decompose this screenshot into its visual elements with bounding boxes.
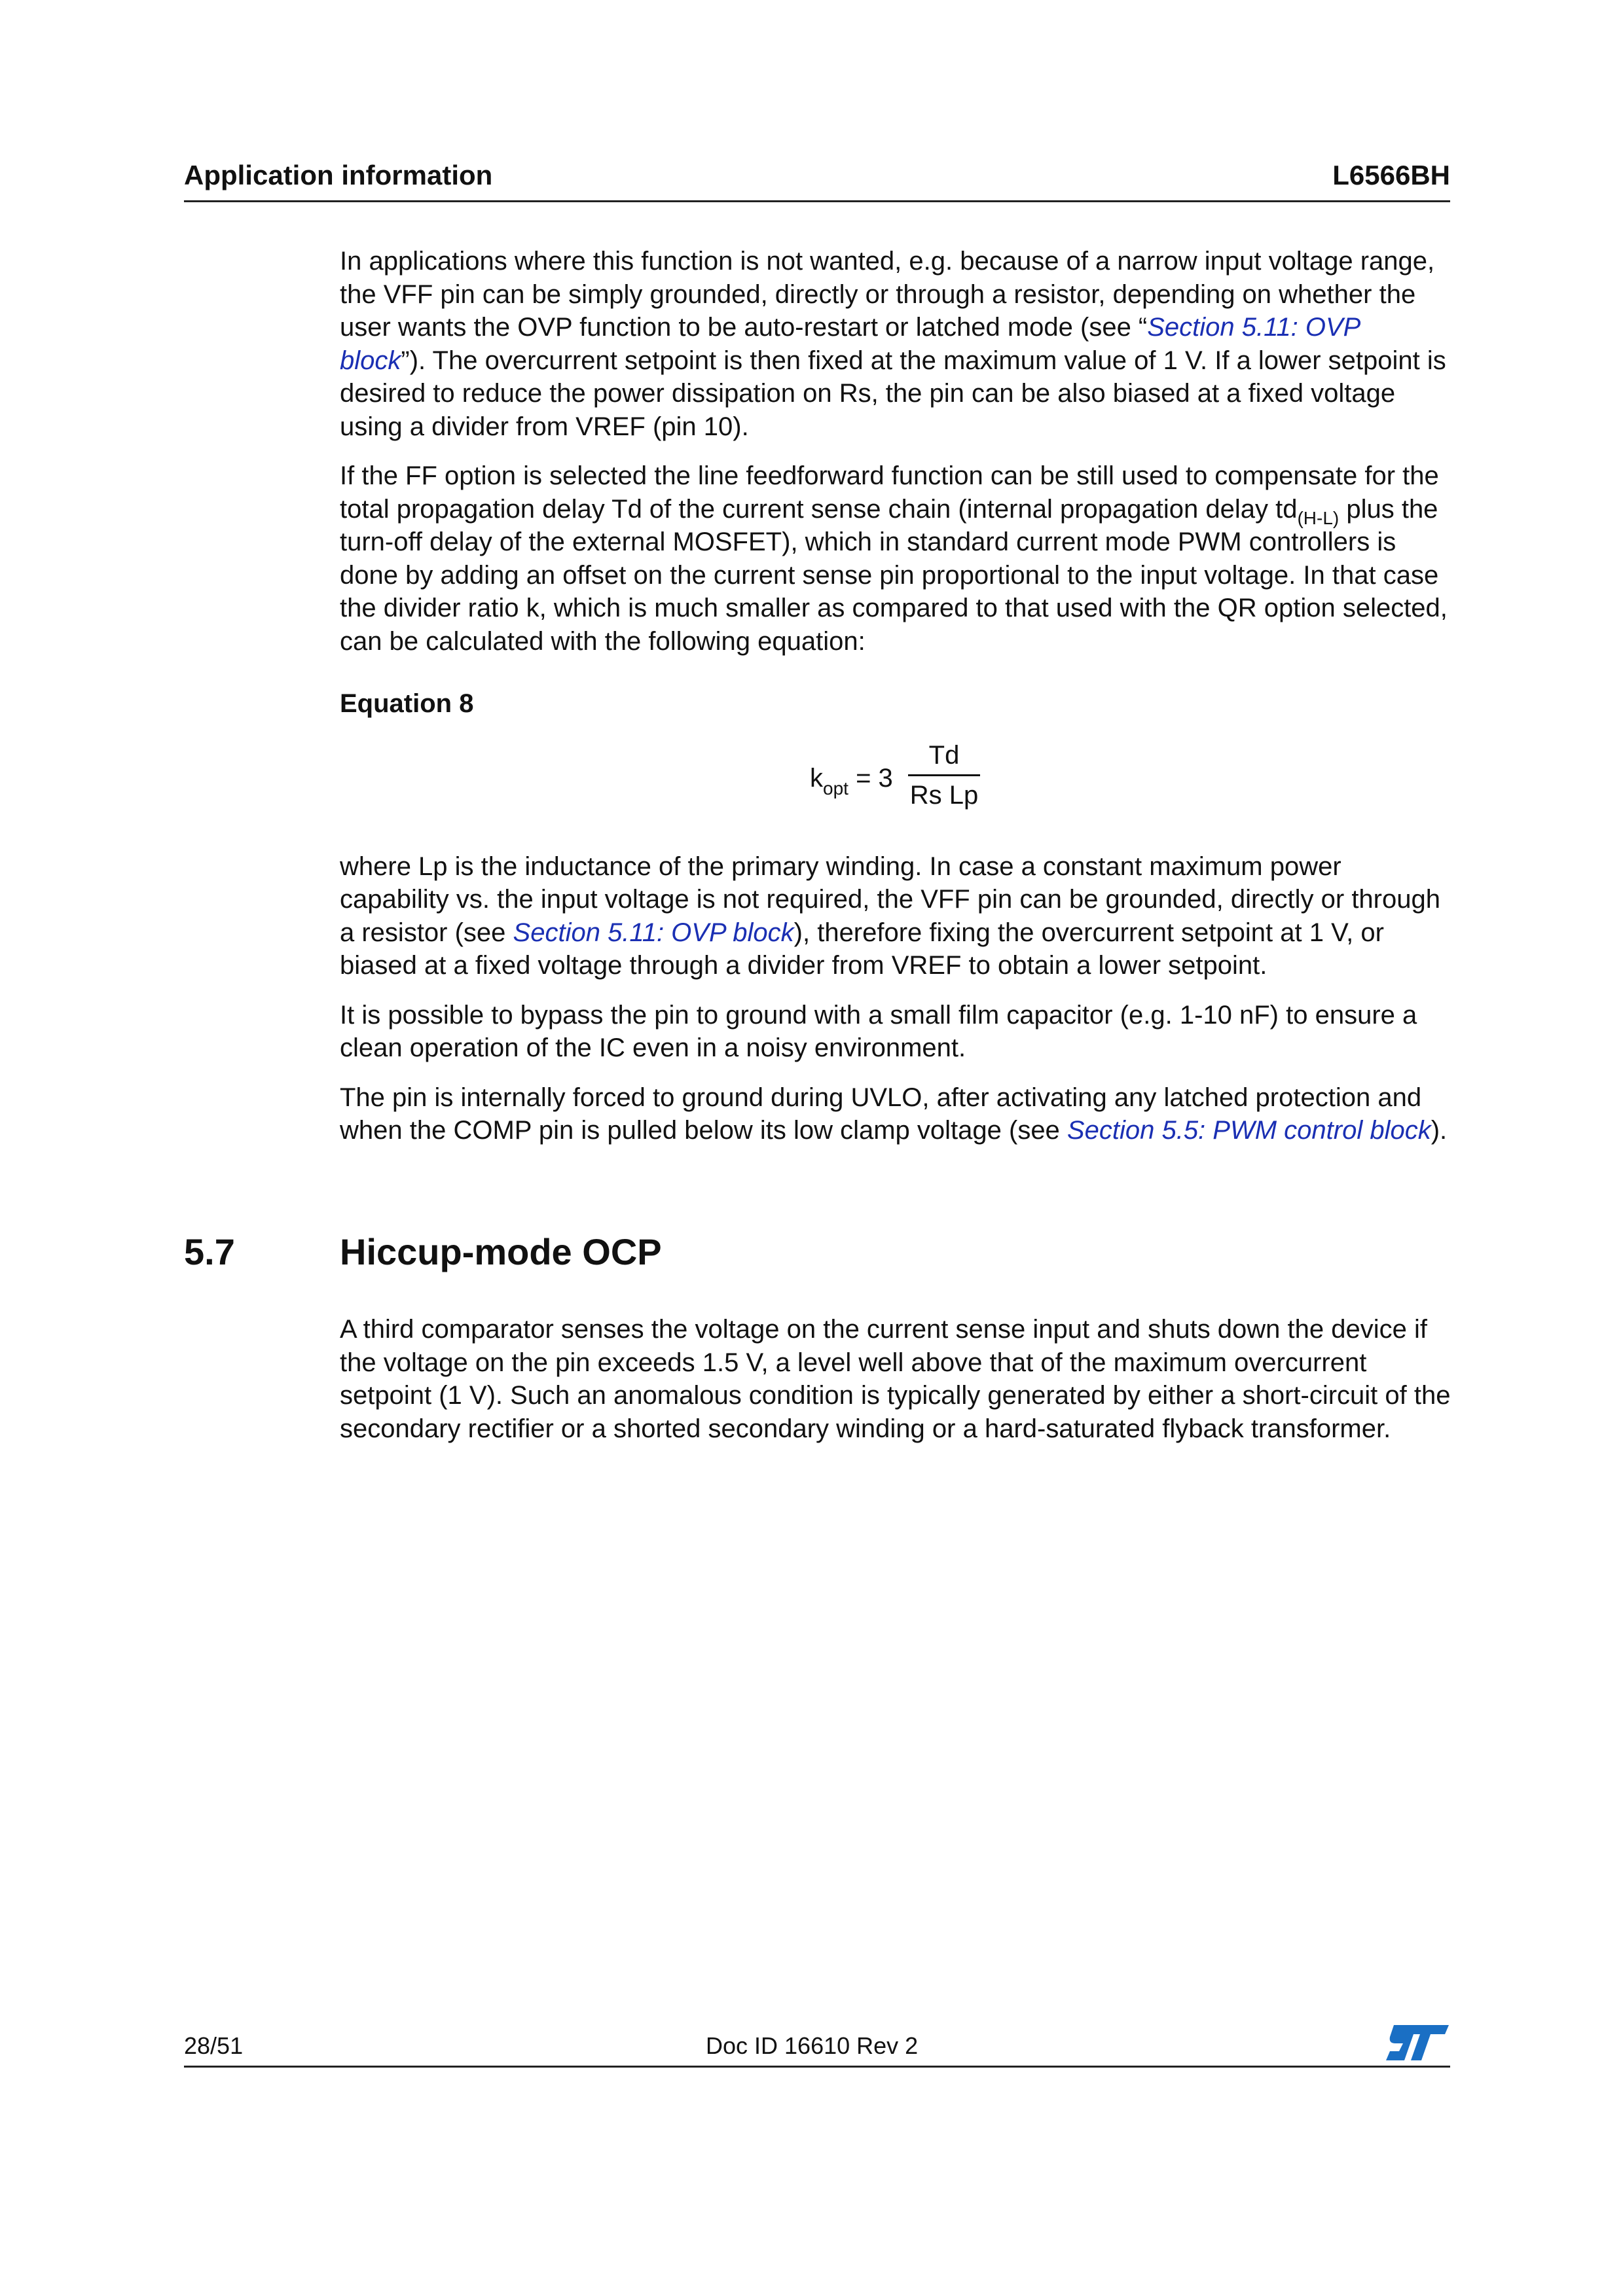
section-content	[340, 1313, 1453, 1462]
paragraph-5: The pin is internally forced to ground during UVLO, after activating any latched protection and when the COMP pin is pulled below its low clamp voltage (see Section 5.5: PWM control block).	[340, 1083, 1448, 1145]
link-section-5-11-b[interactable]: Section 5.11: OVP block	[513, 918, 794, 947]
main-content	[340, 245, 1453, 1164]
equation-fraction	[908, 739, 980, 812]
st-logo-icon	[1385, 2021, 1450, 2066]
page-number: 28/51	[184, 2032, 244, 2059]
header-part-number: L6566BH	[1332, 160, 1450, 190]
equation-denominator: Rs Lp	[909, 780, 979, 810]
section-heading: Hiccup-mode OCP	[340, 1231, 662, 1272]
paragraph-3: where Lp is the inductance of the primary winding. In case a constant maximum power capability vs. the input voltage is not required, the VFF pin can be grounded, directly or through a resistor (see Section 5.11: OVP block), therefore fixing the overcurrent setpoint at 1 V, or biased at a fixed voltage through a divider from VREF to obtain a lower setpoint.	[340, 852, 1440, 980]
header-rule	[184, 200, 1450, 202]
link-section-5-11[interactable]: Section 5.11: OVP block	[340, 313, 1360, 375]
doc-id: Doc ID 16610 Rev 2	[706, 2032, 919, 2059]
link-section-5-5[interactable]: Section 5.5: PWM control block	[1067, 1116, 1431, 1145]
equation-8	[340, 739, 1453, 817]
paragraph-2: If the FF option is selected the line feedforward function can be still used to compensate for the total propagation delay Td of the current sense chain (internal propagation delay $td_{(H-L)}$ plus the turn-off delay of the external MOSFET), which in standard current mode PWM controllers is done by adding an offset on the current sense pin proportional to the input voltage. In that case the divider ratio k, which is much smaller as compared to that used with the QR option selected, can be calculated with the following equation:	[340, 461, 1448, 656]
paragraph-1: In applications where this function is not wanted, e.g. because of a narrow input voltage range, the VFF pin can be simply grounded, directly or through a resistor, depending on whether the user wants the OVP function to be auto-restart or latched mode (see “Section 5.11: OVP block”). The overcurrent setpoint is then fixed at the maximum value of 1 V. If a lower setpoint is desired to reduce the power dissipation on Rs, the pin can be also biased at a fixed voltage using a divider from VREF (pin 10).	[340, 247, 1446, 441]
paragraph-4: It is possible to bypass the pin to ground with a small film capacitor (e.g. 1-10 nF) to ensure a clean operation of the IC even in a noisy environment.	[340, 1000, 1417, 1062]
section-number: 5.7	[184, 1231, 235, 1272]
equation-numerator: Td	[928, 740, 960, 770]
equation-lhs: $k_{opt} = 3$	[810, 763, 893, 798]
equation-title: Equation 8	[340, 689, 474, 718]
header-section-title: Application information	[184, 160, 493, 190]
footer-rule	[184, 2066, 1450, 2068]
section-paragraph: A third comparator senses the voltage on the current sense input and shuts down the device if the voltage on the pin exceeds 1.5 V, a level well above that of the maximum overcurrent setpoint (1 V). Such an anomalous condition is typically generated by either a short-circuit of the secondary rectifier or a shorted secondary winding or a hard-saturated flyback transformer.	[340, 1315, 1451, 1443]
fraction-bar	[908, 774, 980, 776]
